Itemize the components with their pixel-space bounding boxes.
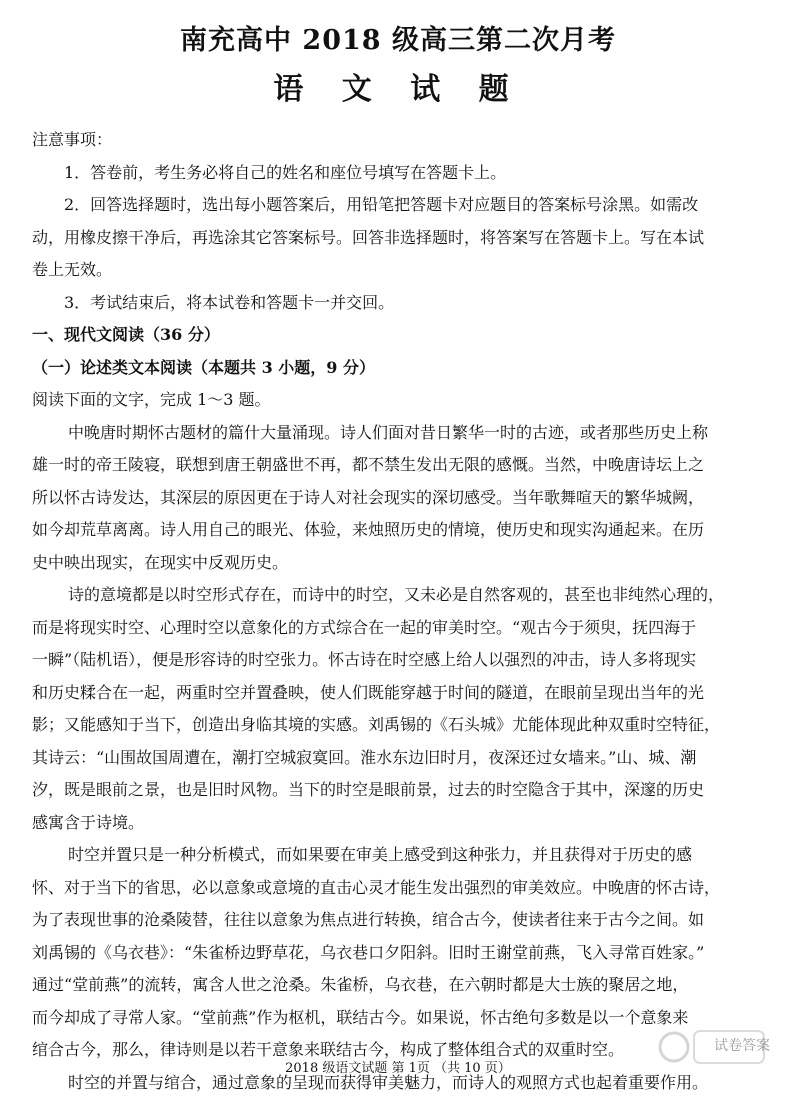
page-footer: 2018 级语文试题 第 1页 （共 10 页） xyxy=(0,1057,796,1076)
notes-heading: 注意事项： xyxy=(32,124,780,157)
passage-p3-line: 为了表现世事的沧桑陵替，往往以意象为焦点进行转换，绾合古今，使读者往来于古今之间。如 xyxy=(32,904,780,937)
passage-p2-line: 和历史糅合在一起，两重时空并置叠映，使人们既能穿越于时间的隧道，在眼前呈现出当年的光 xyxy=(32,677,780,710)
passage-p3-line: 绾合古今，那么，律诗则是以若干意象来联结古今，构成了整体组合式的双重时空。 xyxy=(32,1034,780,1067)
exam-body xyxy=(32,124,780,1099)
passage-p1-line: 如今却荒草离离。诗人用自己的眼光、体验，来烛照历史的情境，使历史和现实沟通起来。在历 xyxy=(32,514,780,547)
passage-p2-line: 影；又能感知于当下，创造出身临其境的实感。刘禹锡的《石头城》尤能体现此种双重时空特征， xyxy=(32,709,780,742)
passage-p3-line: 而今却成了寻常人家。“堂前燕”作为枢机，联结古今。如果说，怀古绝句多数是以一个意象来 xyxy=(32,1002,780,1035)
note-3: 3．考试结束后，将本试卷和答题卡一并交回。 xyxy=(32,287,780,320)
passage-p2-line: 其诗云：“山围故国周遭在，潮打空城寂寞回。淮水东边旧时月，夜深还过女墙来。”山、城、潮 xyxy=(32,742,780,775)
reading-instruction: 阅读下面的文字，完成 1～3 题。 xyxy=(32,384,780,417)
passage-p4-line: 时空的并置与绾合，通过意象的呈现而获得审美魅力，而诗人的观照方式也起着重要作用。 xyxy=(32,1067,780,1099)
passage-p2-line: 一瞬”（陆机语），便是形容诗的时空张力。怀古诗在时空感上给人以强烈的冲击，诗人多将现实 xyxy=(32,644,780,677)
note-2-line-1: 2．回答选择题时，选出每小题答案后，用铅笔把答题卡对应题目的答案标号涂黑。如需改 xyxy=(32,189,780,222)
passage-p3-line: 时空并置只是一种分析模式，而如果要在审美上感受到这种张力，并且获得对于历史的感 xyxy=(32,839,780,872)
passage-p1-line: 史中映出现实，在现实中反观历史。 xyxy=(32,547,780,580)
passage-p1-line: 雄一时的帝王陵寝，联想到唐王朝盛世不再，都不禁生发出无限的感慨。当然，中晚唐诗坛上之 xyxy=(32,449,780,482)
passage-p1-line: 所以怀古诗发达，其深层的原因更在于诗人对社会现实的深切感受。当年歌舞喧天的繁华城阙， xyxy=(32,482,780,515)
passage-p2-line: 感寓含于诗境。 xyxy=(32,807,780,840)
passage-p3-line: 刘禹锡的《乌衣巷》：“朱雀桥边野草花，乌衣巷口夕阳斜。旧时王谢堂前燕，飞入寻常百姓家。” xyxy=(32,937,780,970)
passage-p2-line: 诗的意境都是以时空形式存在，而诗中的时空，又未必是自然客观的，甚至也非纯然心理的， xyxy=(32,579,780,612)
note-1: 1．答卷前，考生务必将自己的姓名和座位号填写在答题卡上。 xyxy=(32,157,780,190)
subsection-heading: （一）论述类文本阅读（本题共 3 小题，9 分） xyxy=(32,352,780,385)
note-2-line-2: 动，用橡皮擦干净后，再选涂其它答案标号。回答非选择题时，将答案写在答题卡上。写在本试 xyxy=(32,222,780,255)
passage-p3-line: 怀、对于当下的省思，必以意象或意境的直击心灵才能生发出强烈的审美效应。中晚唐的怀古诗， xyxy=(32,872,780,905)
watermark-text: 试卷答案 xyxy=(714,1035,770,1055)
section-heading: 一、现代文阅读（36 分） xyxy=(32,319,780,352)
passage-p1-line: 中晚唐时期怀古题材的篇什大量涌现。诗人们面对昔日繁华一时的古迹，或者那些历史上称 xyxy=(32,417,780,450)
subject-title: 语 文 试 题 xyxy=(0,64,796,108)
note-2-line-3: 卷上无效。 xyxy=(32,254,780,287)
passage-p2-line: 而是将现实时空、心理时空以意象化的方式综合在一起的审美时空。“观古今于须臾，抚四海于 xyxy=(32,612,780,645)
passage-p3-line: 通过“堂前燕”的流转，寓含人世之沧桑。朱雀桥，乌衣巷，在六朝时都是大士族的聚居之地， xyxy=(32,969,780,1002)
passage-p2-line: 汐，既是眼前之景，也是旧时风物。当下的时空是眼前景，过去的时空隐含于其中，深邃的历史 xyxy=(32,774,780,807)
exam-title: 南充高中 2018 级高三第二次月考 xyxy=(0,18,796,57)
